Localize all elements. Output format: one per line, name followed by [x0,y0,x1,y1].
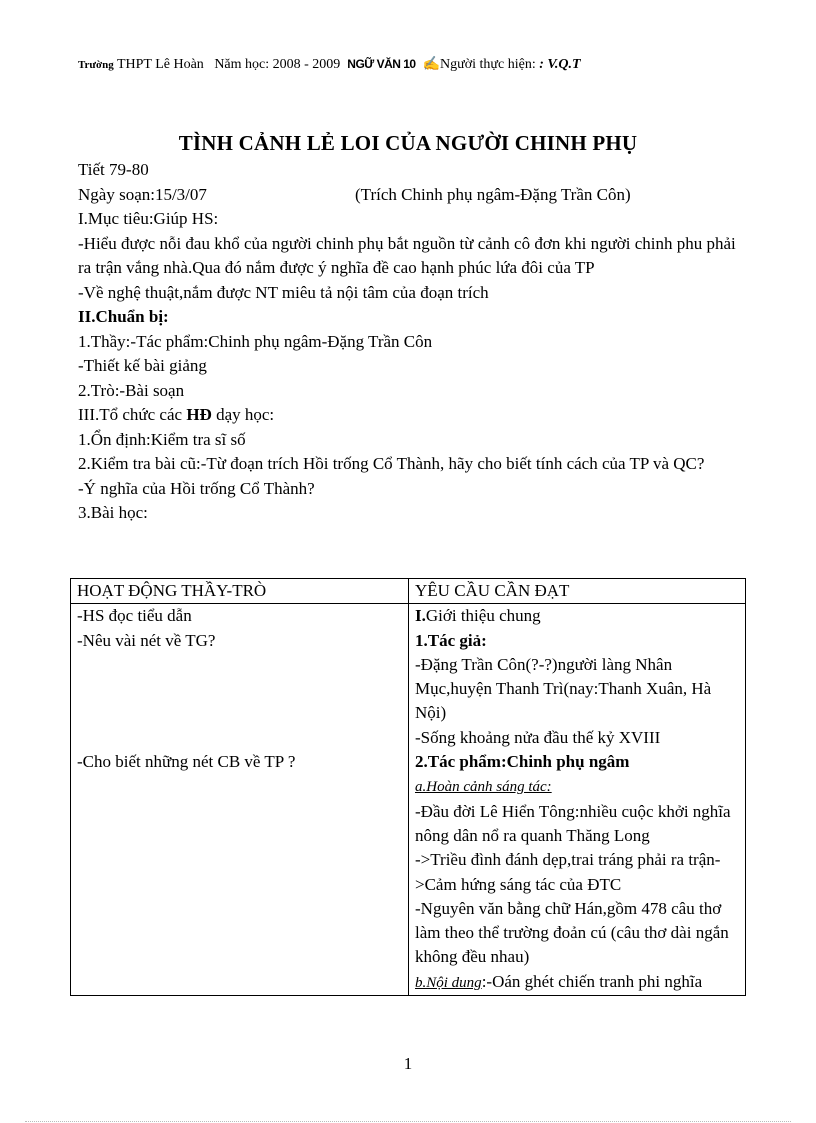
objective-heading: I.Mục tiêu:Giúp HS: [78,209,219,228]
requirements-cell [409,604,746,996]
pen-icon: ✍ [422,57,441,72]
preparation-item: -Thiết kế bài giảng [78,356,207,375]
activity-item: -Cho biết những nét CB về TP ? [77,751,296,771]
page-header [78,56,778,73]
work-heading: 2.Tác phẩm:Chinh phụ ngâm [415,752,630,772]
intro-heading-text: Giới thiệu chung [425,606,541,626]
stabilize-line: 1.Ổn định:Kiểm tra sĩ số [78,429,246,449]
table-row [71,604,746,996]
table-header-row [71,579,746,604]
activity-item: -Nêu vài nét về TG? [77,630,216,650]
column-header-requirements: YÊU CẦU CẦN ĐẠT [409,579,746,604]
organization-heading [78,403,748,428]
context-heading-text: a.Hoàn cảnh sáng tác: [415,779,552,796]
page-bottom-rule [25,1121,791,1122]
school-year: Năm học: 2008 - 2009 [214,57,341,72]
author-label: Người thực hiện: [440,57,536,72]
content-heading-text: b.Nội dung [415,974,482,991]
requirement-item: -Nguyên văn bằng chữ Hán,gồm 478 câu thơ làm theo thể trường đoản cú (câu thơ dài ngắn không đều nhau) [415,898,729,967]
old-lesson-check: 2.Kiểm tra bài cũ:-Từ đoạn trích Hồi trống Cổ Thành, hãy cho biết tính cách của TP và QC? [78,454,705,473]
requirement-item: ->Triều đình đánh dẹp,trai tráng phải ra trận->Cảm hứng sáng tác của ĐTC [415,850,721,894]
requirement-item: -Sống khoảng nửa đầu thế kỷ XVIII [415,727,661,747]
preparation-heading: II.Chuẩn bị: [78,307,169,326]
subject-label: NGỮ VĂN 10 [347,57,416,71]
organization-bold: HĐ [186,405,212,424]
content-item: :-Oán ghét chiến tranh phi nghĩa [481,971,703,991]
date-line: Ngày soạn:15/3/07 [78,184,207,204]
preparation-item: 2.Trò:-Bài soạn [78,380,185,400]
period-line: Tiết 79-80 [78,160,149,179]
organization-prefix: III.Tổ chức các [78,405,187,424]
intro-heading: I.Giới thiệu chung [415,606,541,626]
content-line [415,970,739,995]
requirement-item: -Đầu đời Lê Hiển Tông:nhiều cuộc khởi nghĩa nông dân nổ ra quanh Thăng Long [415,801,731,845]
school-name: THPT Lê Hoàn [116,57,204,72]
author-name: : V.Q.T [539,57,581,72]
school-label: Trường [78,59,114,71]
lesson-heading: 3.Bài học: [78,503,148,522]
excerpt-source: (Trích Chinh phụ ngâm-Đặng Trần Côn) [355,184,631,204]
old-lesson-check: -Ý nghĩa của Hồi trống Cổ Thành? [78,478,315,498]
requirement-item: -Đặng Trần Côn(?-?)người làng Nhân Mục,huyện Thanh Trì(nay:Thanh Xuân, Hà Nội) [415,654,712,723]
page-number: 1 [403,1054,413,1073]
activity-item: -HS đọc tiểu dẫn [77,606,192,626]
activities-cell [71,604,409,996]
objective-item: -Về nghệ thuật,nắm được NT miêu tả nội tâm của đoạn trích [78,282,489,302]
objective-item: -Hiểu được nỗi đau khổ của người chinh phụ bắt nguồn từ cảnh cô đơn khi người chinh phu phải ra trận vắng nhà.Qua đó nắm được ý nghĩa đề cao hạnh phúc lứa đôi của TP [78,233,736,277]
preparation-item: 1.Thầy:-Tác phẩm:Chinh phụ ngâm-Đặng Trần Côn [78,331,433,351]
organization-suffix: dạy học: [211,405,275,424]
date-row [78,183,748,208]
document-body [78,158,748,526]
column-header-activities: HOẠT ĐỘNG THẦY-TRÒ [71,579,409,604]
lesson-table [70,578,746,996]
context-heading [415,774,739,799]
document-title: TÌNH CẢNH LẺ LOI CỦA NGƯỜI CHINH PHỤ [178,131,638,155]
author-heading: 1.Tác giả: [415,630,487,650]
